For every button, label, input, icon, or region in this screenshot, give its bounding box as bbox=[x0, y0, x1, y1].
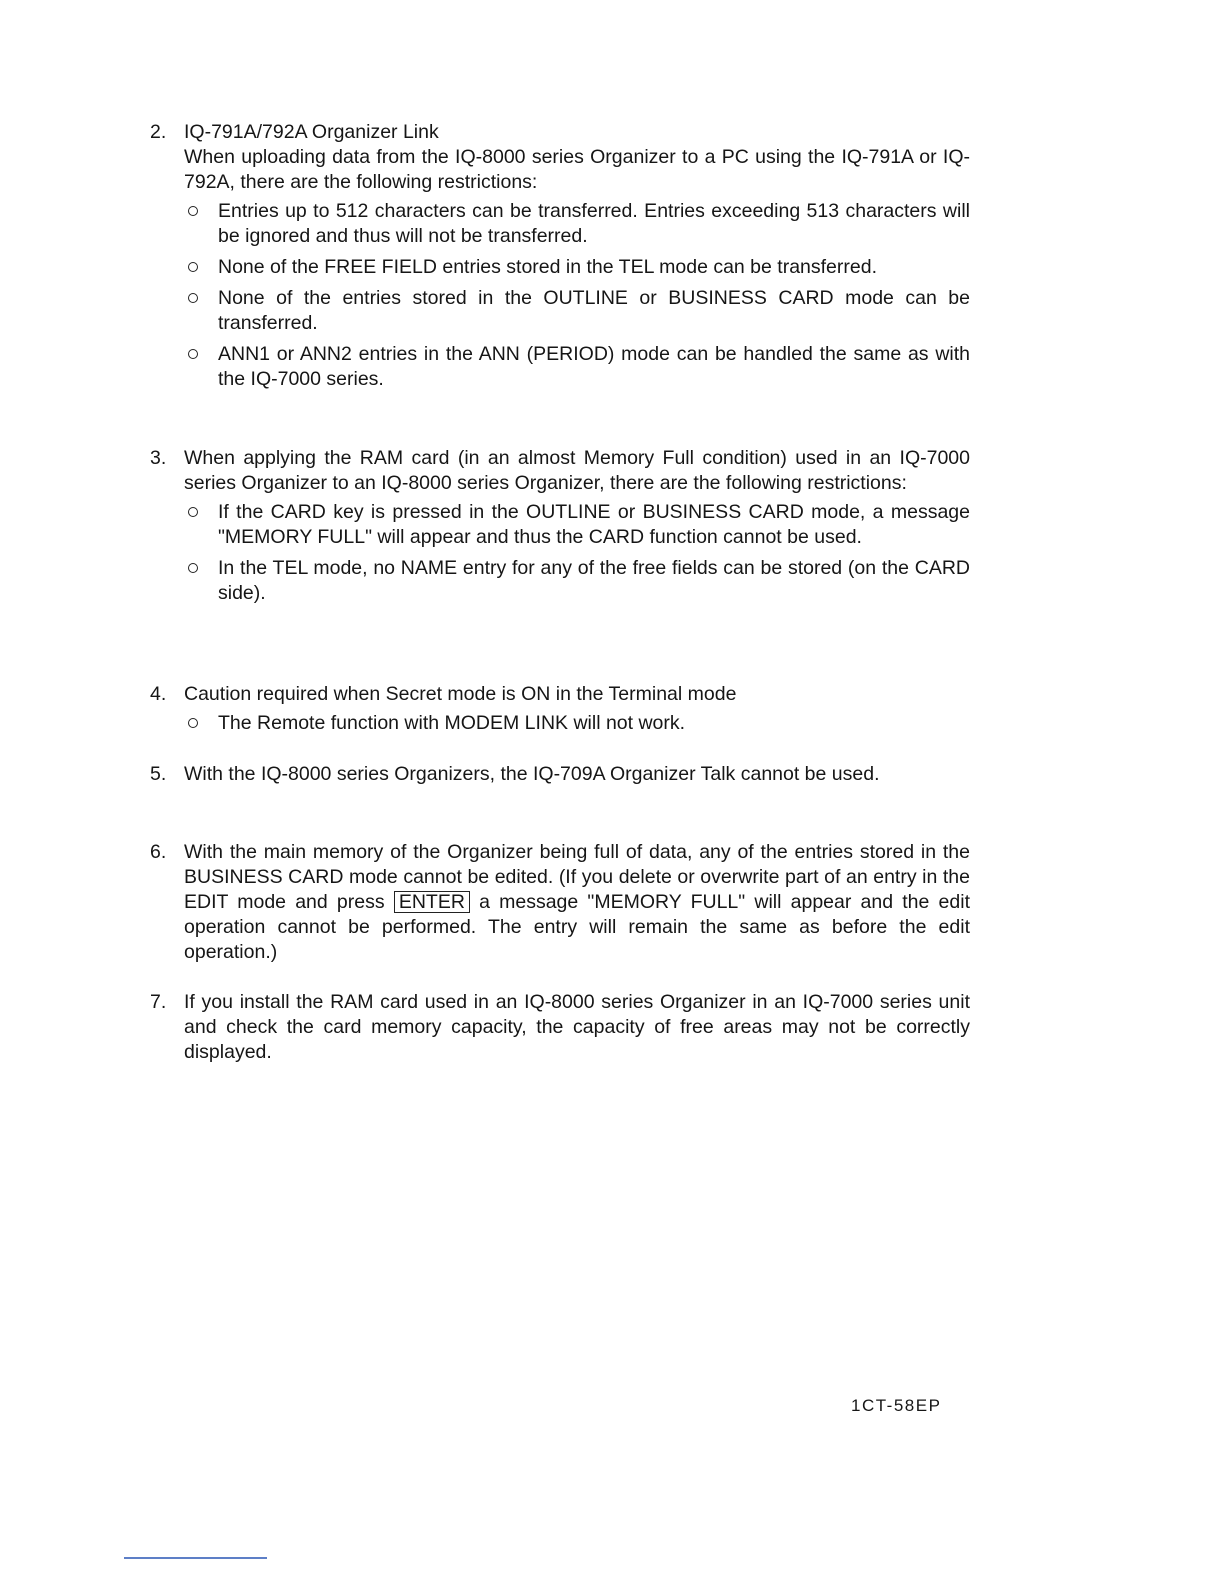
section-item-4 bbox=[150, 682, 970, 742]
item-number: 4. bbox=[150, 683, 167, 705]
item-number: 5. bbox=[150, 763, 167, 785]
circle-bullet-icon bbox=[188, 349, 198, 359]
list-item: In the TEL mode, no NAME entry for any of the free fields can be stored (on the CARD side). bbox=[184, 556, 970, 606]
section-item-6 bbox=[150, 840, 970, 965]
page-id: 1CT-58EP bbox=[851, 1396, 942, 1415]
circle-bullet-icon bbox=[188, 262, 198, 272]
circle-bullet-icon bbox=[188, 507, 198, 517]
section-item-5 bbox=[150, 762, 970, 787]
list-item: None of the FREE FIELD entries stored in the TEL mode can be transferred. bbox=[184, 255, 970, 280]
section-item-3 bbox=[150, 446, 970, 612]
list-item: The Remote function with MODEM LINK will not work. bbox=[184, 711, 970, 736]
item-intro: When uploading data from the IQ-8000 series Organizer to a PC using the IQ-791A or IQ-792A, there are the following restrictions: bbox=[184, 146, 970, 193]
item-intro: When applying the RAM card (in an almost Memory Full condition) used in an IQ-7000 series Organizer to an IQ-8000 series Organizer, there are the following restrictions: bbox=[184, 447, 970, 494]
circle-bullet-icon bbox=[188, 563, 198, 573]
item-intro: If you install the RAM card used in an IQ-8000 series Organizer in an IQ-7000 series unit and check the card memory capacity, the capacity of free areas may not be correctly displayed. bbox=[184, 991, 970, 1063]
item-number: 2. bbox=[150, 121, 167, 143]
list-item: ANN1 or ANN2 entries in the ANN (PERIOD) mode can be handled the same as with the IQ-7000 series. bbox=[184, 342, 970, 392]
footer-rule bbox=[124, 1557, 267, 1559]
list-item: If the CARD key is pressed in the OUTLINE or BUSINESS CARD mode, a message "MEMORY FULL" will appear and thus the CARD function cannot be used. bbox=[184, 500, 970, 550]
item-number: 6. bbox=[150, 841, 167, 863]
item-intro: With the IQ-8000 series Organizers, the IQ-709A Organizer Talk cannot be used. bbox=[184, 763, 880, 785]
bullet-list bbox=[184, 711, 970, 736]
bullet-list bbox=[184, 199, 970, 392]
section-item-7 bbox=[150, 990, 970, 1065]
section-item-2 bbox=[150, 120, 970, 398]
circle-bullet-icon bbox=[188, 293, 198, 303]
item-number: 3. bbox=[150, 447, 167, 469]
list-item: None of the entries stored in the OUTLINE or BUSINESS CARD mode can be transferred. bbox=[184, 286, 970, 336]
item-text bbox=[184, 840, 970, 965]
item-text-before-key: With the main memory of the Organizer being full of data, any of the entries stored in the BUSINESS CARD mode cannot be edited. (If you delete or overwrite part of an entry in the EDIT mode and press bbox=[184, 841, 970, 913]
circle-bullet-icon bbox=[188, 718, 198, 728]
circle-bullet-icon bbox=[188, 206, 198, 216]
item-text-after-key: a message "MEMORY FULL" will appear and the edit operation cannot be performed. The entry will remain the same as before the edit operation.) bbox=[184, 891, 970, 963]
item-number: 7. bbox=[150, 991, 167, 1013]
bullet-list bbox=[184, 500, 970, 606]
item-intro: Caution required when Secret mode is ON in the Terminal mode bbox=[184, 683, 737, 705]
list-item: Entries up to 512 characters can be transferred. Entries exceeding 513 characters will be ignored and thus will not be transferred. bbox=[184, 199, 970, 249]
item-title: IQ-791A/792A Organizer Link bbox=[184, 121, 439, 143]
enter-key-label: ENTER bbox=[394, 891, 470, 913]
